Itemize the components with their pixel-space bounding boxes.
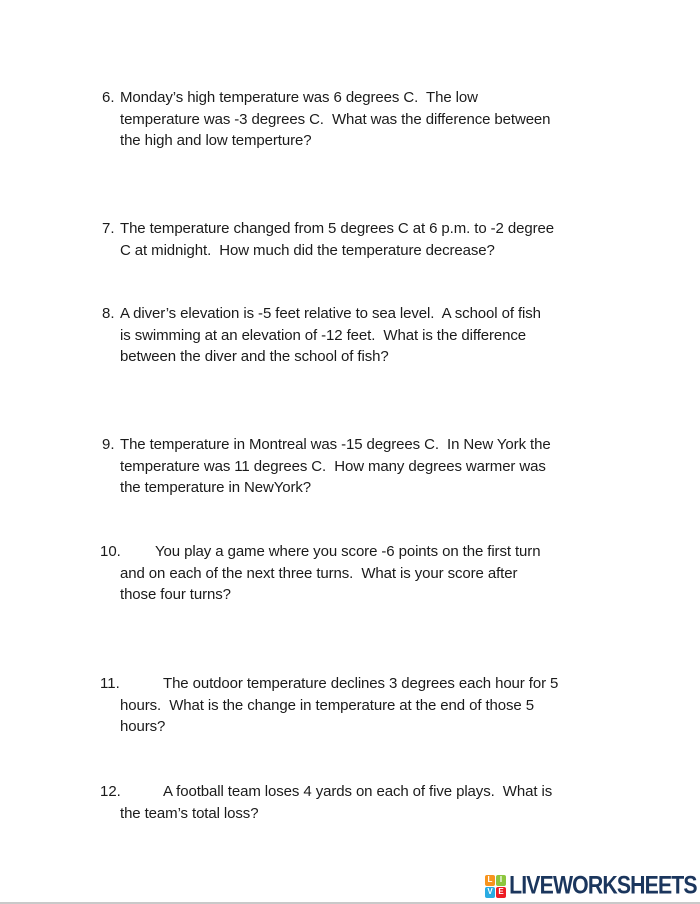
liveworksheets-wordmark: LIVEWORKSHEETS	[509, 871, 697, 900]
logo-tile-e: E	[496, 887, 506, 898]
question-text	[120, 218, 700, 261]
question-text	[120, 87, 700, 152]
question-number: 6.	[102, 89, 115, 106]
question-number: 10.	[100, 543, 121, 560]
question-number: 12.	[100, 783, 121, 800]
question-text-line: those four turns?	[120, 586, 231, 603]
question-text-line: temperature was 11 degrees C. How many degrees warmer was	[120, 457, 546, 475]
question-text-line: A football team loses 4 yards on each of five plays. What is	[163, 783, 553, 800]
question-text-line: C at midnight. How much did the temperature decrease?	[120, 241, 495, 259]
question-text-line: hours?	[120, 718, 166, 735]
question-text	[120, 673, 700, 738]
question-9	[0, 434, 700, 499]
question-number: 7.	[102, 220, 115, 237]
question-text	[120, 303, 700, 368]
question-text	[120, 434, 700, 499]
question-text-line: The outdoor temperature declines 3 degrees each hour for 5	[163, 675, 559, 692]
question-12	[0, 781, 700, 824]
liveworksheets-wordmark-wrap	[508, 873, 697, 899]
question-7	[0, 218, 700, 261]
question-text-line: the high and low temperture?	[120, 132, 312, 149]
question-number: 8.	[102, 305, 115, 322]
logo-tile-v: V	[485, 887, 495, 898]
question-text-line: The temperature in Montreal was -15 degrees C. In New York the	[120, 436, 551, 453]
question-text-line: the temperature in NewYork?	[120, 479, 312, 496]
liveworksheets-logo-icon	[485, 875, 506, 898]
question-6	[0, 87, 700, 152]
question-number: 9.	[102, 436, 115, 453]
question-text	[120, 541, 700, 606]
logo-tile-l: L	[485, 875, 495, 886]
question-8	[0, 303, 700, 368]
question-text-line: Monday’s high temperature was 6 degrees C. The low	[120, 89, 478, 106]
question-text-line: hours. What is the change in temperature at the end of those 5	[120, 696, 534, 714]
question-number: 11.	[100, 675, 120, 692]
question-text-line: between the diver and the school of fish?	[120, 348, 389, 365]
question-text-line: temperature was -3 degrees C. What was the difference between	[120, 110, 551, 128]
question-text	[120, 781, 700, 824]
question-text-line: The temperature changed from 5 degrees C at 6 p.m. to -2 degree	[120, 220, 554, 237]
liveworksheets-logo[interactable]	[485, 873, 697, 899]
question-11	[0, 673, 700, 738]
question-text-line: and on each of the next three turns. What is your score after	[120, 564, 518, 582]
logo-tile-i: I	[496, 875, 506, 886]
question-text-line: You play a game where you score -6 points on the first turn	[155, 543, 541, 560]
question-10	[0, 541, 700, 606]
question-text-line: the team’s total loss?	[120, 804, 259, 822]
question-text-line: A diver’s elevation is -5 feet relative to sea level. A school of fish	[120, 305, 541, 322]
question-text-line: is swimming at an elevation of -12 feet. What is the difference	[120, 326, 527, 344]
